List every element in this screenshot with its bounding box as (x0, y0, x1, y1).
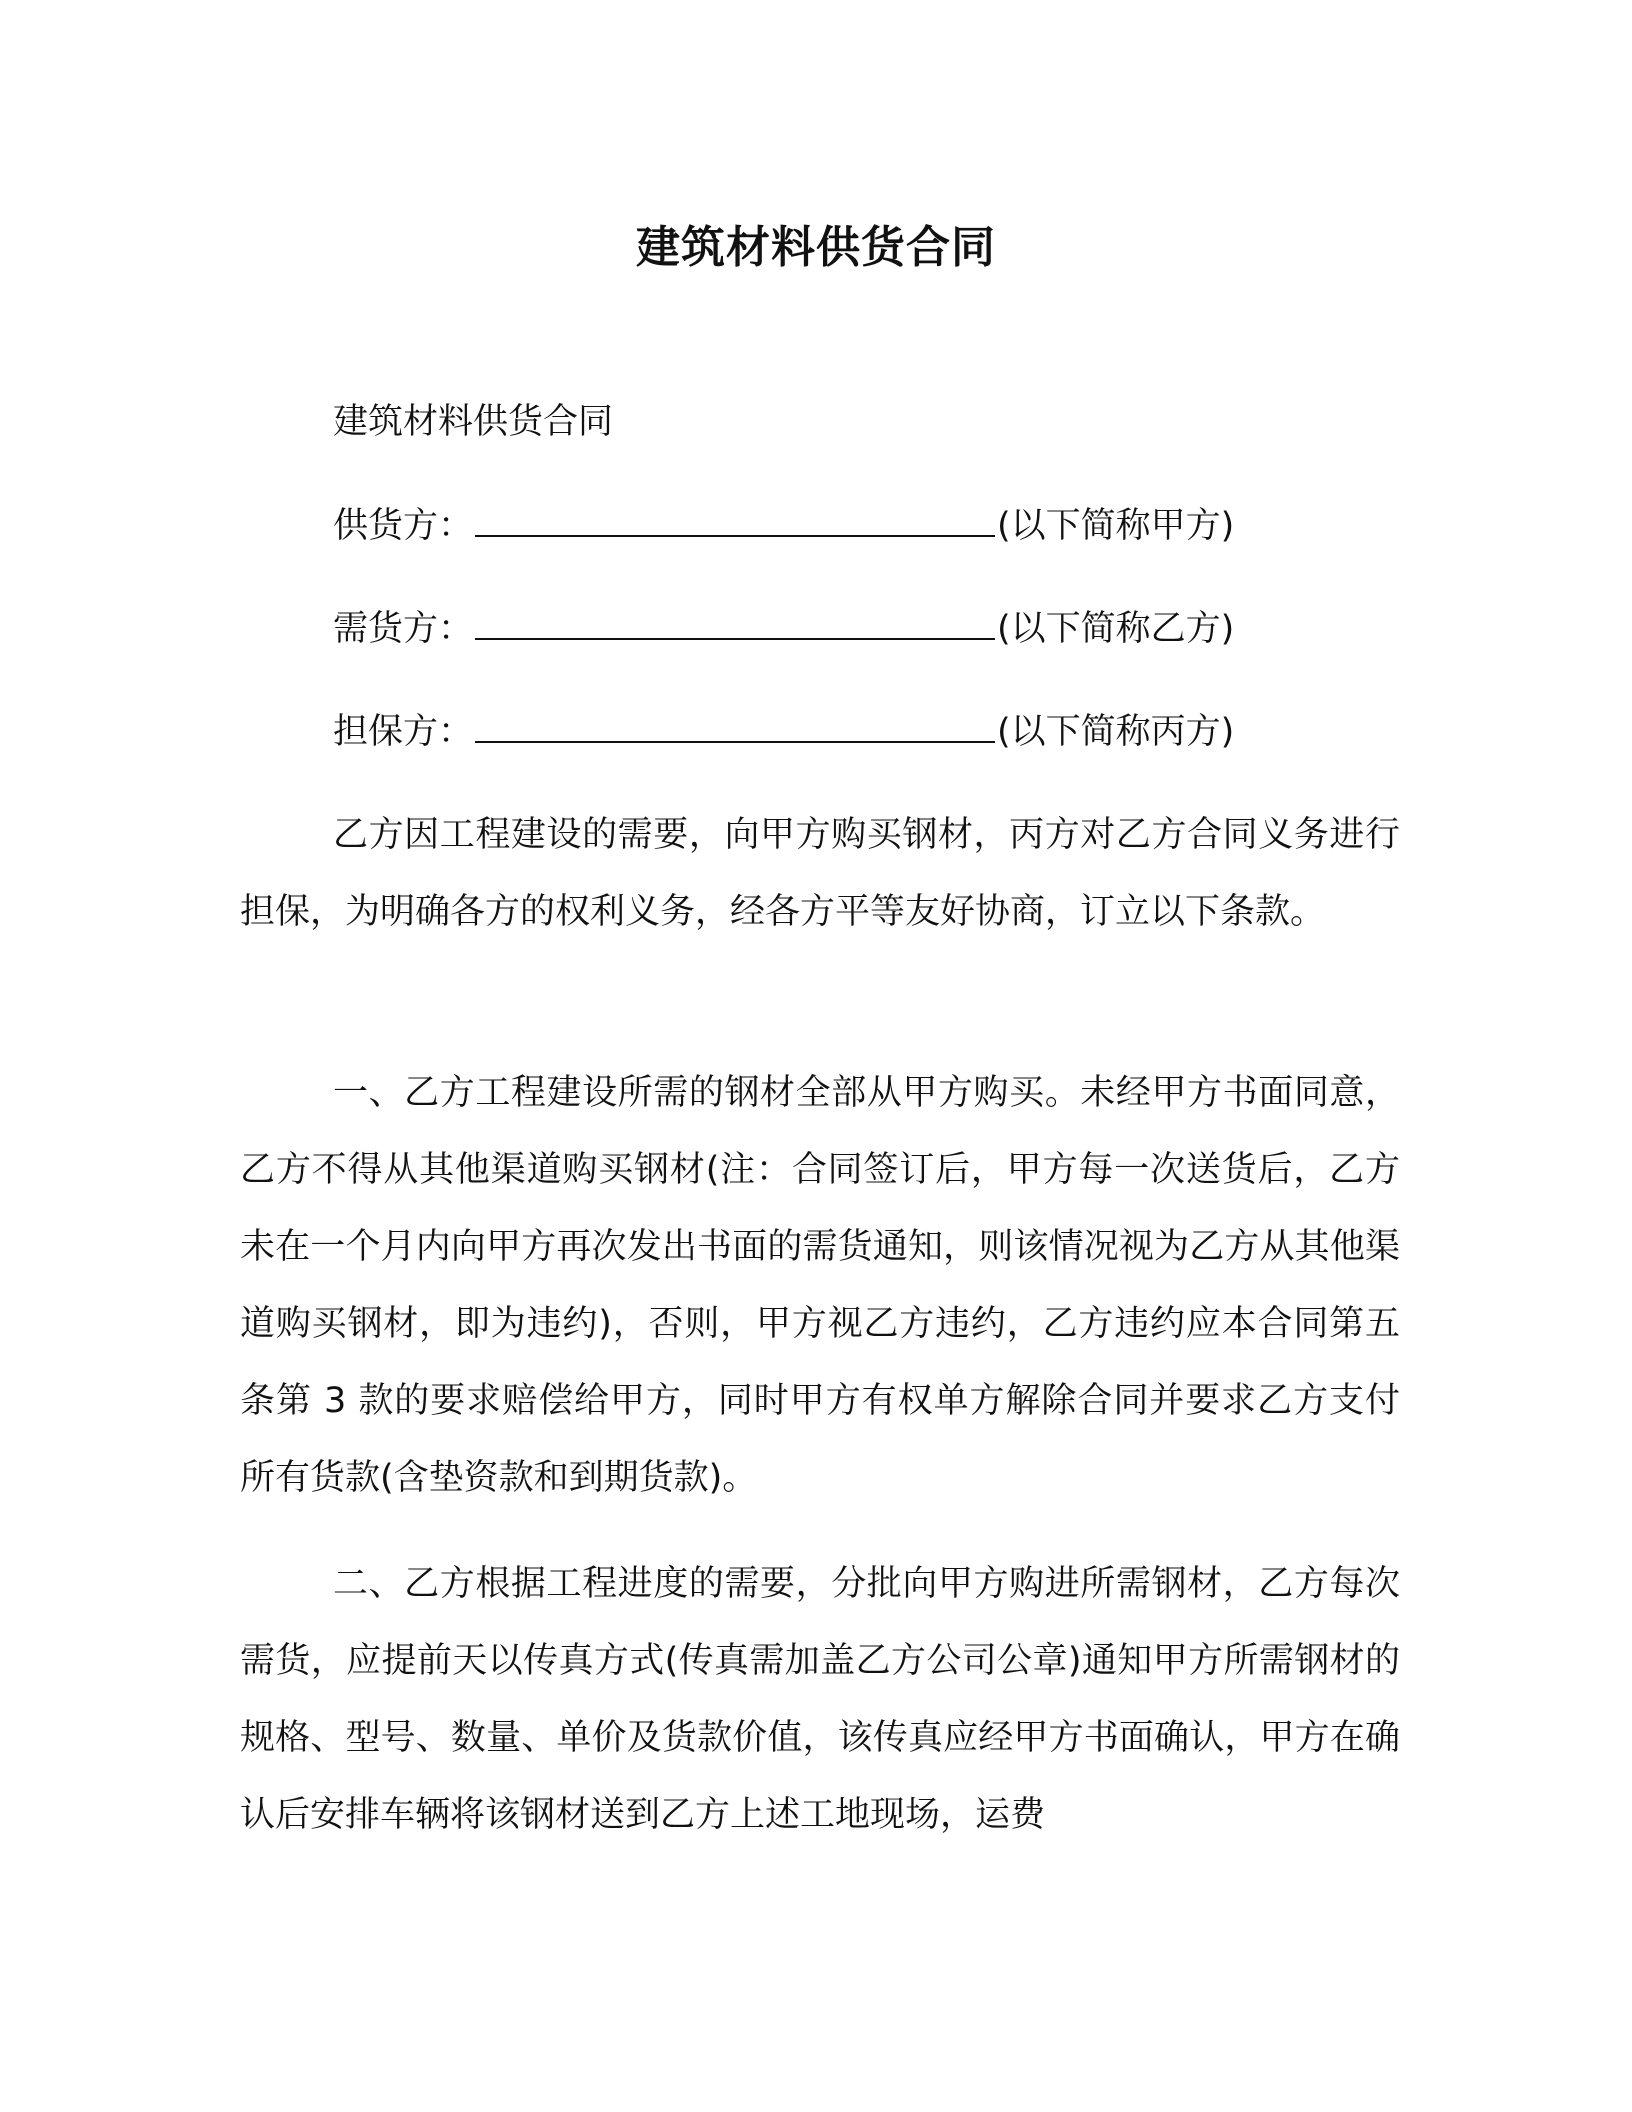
party-label: 需货方： (333, 609, 474, 649)
party-guarantor (333, 708, 1234, 756)
party-suffix: (以下简称乙方) (997, 609, 1235, 649)
clause-2-paragraph: 二、乙方根据工程进度的需要，分批向甲方购进所需钢材，乙方每次需货，应提前天以传真方式(传真需加盖乙方公司公章)通知甲方所需钢材的规格、型号、数量、单价及货款价值，该传真应经甲方书面确认，甲方在确认后安排车辆将该钢材送到乙方上述工地现场，运费 (240, 1564, 1400, 1835)
document-title: 建筑材料供货合同 (636, 222, 996, 273)
party-suffix: (以下简称甲方) (997, 506, 1235, 546)
party-supplier (333, 502, 1234, 550)
party-label: 担保方： (333, 712, 474, 752)
blank-line (475, 608, 995, 640)
document-subtitle: 建筑材料供货合同 (333, 402, 614, 442)
party-label: 供货方： (333, 506, 474, 546)
party-suffix: (以下简称丙方) (997, 712, 1235, 752)
blank-line (475, 505, 995, 537)
party-buyer (333, 605, 1234, 653)
blank-line (475, 711, 995, 743)
clause-1-paragraph: 一、乙方工程建设所需的钢材全部从甲方购买。未经甲方书面同意，乙方不得从其他渠道购买钢材(注：合同签订后，甲方每一次送货后，乙方未在一个月内向甲方再次发出书面的需货通知，则该情况视为乙方从其他渠道购买钢材，即为违约)，否则，甲方视乙方违约，乙方违约应本合同第五条第 3 款的要求赔偿给甲方，同时甲方有权单方解除合同并要求乙方支付所有货款(含垫资款和到期货款)。 (240, 1073, 1400, 1498)
intro-paragraph: 乙方因工程建设的需要，向甲方购买钢材，丙方对乙方合同义务进行担保，为明确各方的权利义务，经各方平等友好协商，订立以下条款。 (240, 815, 1400, 932)
